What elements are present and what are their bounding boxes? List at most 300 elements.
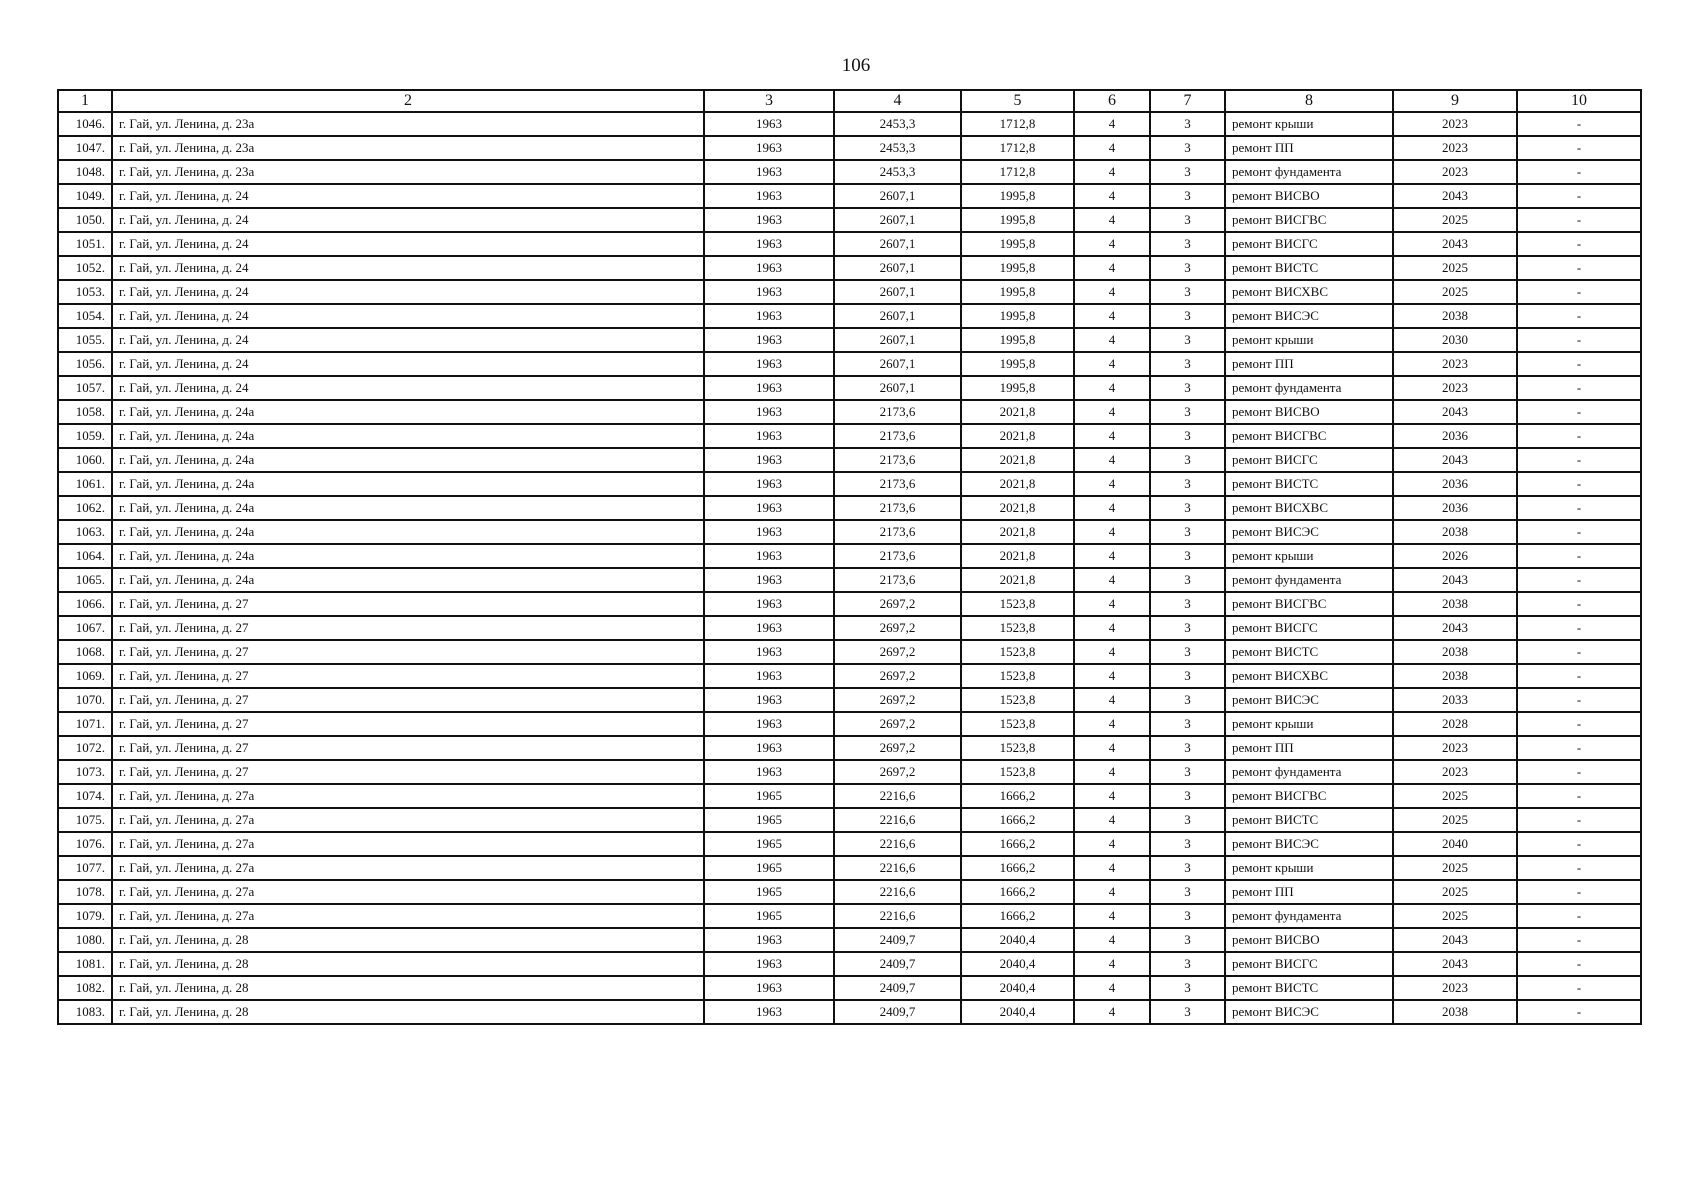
cell-number: 1082.: [58, 976, 112, 1000]
cell-plan-year: 2025: [1393, 808, 1517, 832]
cell-entrances: 3: [1150, 424, 1225, 448]
table-row: [58, 568, 1641, 592]
cell-address: г. Гай, ул. Ленина, д. 28: [112, 928, 704, 952]
cell-total-area: 2607,1: [834, 352, 961, 376]
cell-number: 1074.: [58, 784, 112, 808]
cell-work-type: ремонт ВИСВО: [1225, 400, 1393, 424]
cell-plan-year: 2025: [1393, 256, 1517, 280]
cell-plan-year: 2038: [1393, 520, 1517, 544]
cell-plan-year: 2025: [1393, 208, 1517, 232]
cell-year: 1963: [704, 184, 834, 208]
cell-floors: 4: [1074, 160, 1150, 184]
cell-note: -: [1517, 976, 1641, 1000]
cell-plan-year: 2023: [1393, 352, 1517, 376]
cell-number: 1054.: [58, 304, 112, 328]
table-row: [58, 976, 1641, 1000]
header-col-entrances: 7: [1150, 90, 1225, 112]
cell-entrances: 3: [1150, 232, 1225, 256]
cell-entrances: 3: [1150, 592, 1225, 616]
cell-entrances: 3: [1150, 1000, 1225, 1024]
cell-plan-year: 2043: [1393, 616, 1517, 640]
cell-work-type: ремонт ВИСТС: [1225, 472, 1393, 496]
cell-entrances: 3: [1150, 664, 1225, 688]
cell-note: -: [1517, 760, 1641, 784]
cell-year: 1963: [704, 496, 834, 520]
cell-floors: 4: [1074, 832, 1150, 856]
cell-note: -: [1517, 472, 1641, 496]
cell-address: г. Гай, ул. Ленина, д. 24: [112, 352, 704, 376]
cell-number: 1069.: [58, 664, 112, 688]
cell-work-type: ремонт ВИСТС: [1225, 256, 1393, 280]
table-row: [58, 928, 1641, 952]
cell-work-type: ремонт фундамента: [1225, 760, 1393, 784]
cell-year: 1963: [704, 760, 834, 784]
cell-number: 1063.: [58, 520, 112, 544]
cell-entrances: 3: [1150, 112, 1225, 136]
cell-year: 1963: [704, 232, 834, 256]
cell-work-type: ремонт ВИСЭС: [1225, 1000, 1393, 1024]
cell-plan-year: 2036: [1393, 424, 1517, 448]
cell-note: -: [1517, 688, 1641, 712]
cell-year: 1963: [704, 664, 834, 688]
cell-number: 1049.: [58, 184, 112, 208]
table-row: [58, 496, 1641, 520]
cell-address: г. Гай, ул. Ленина, д. 27а: [112, 832, 704, 856]
cell-floors: 4: [1074, 376, 1150, 400]
cell-plan-year: 2036: [1393, 472, 1517, 496]
cell-entrances: 3: [1150, 928, 1225, 952]
cell-living-area: 1995,8: [961, 232, 1074, 256]
cell-total-area: 2697,2: [834, 640, 961, 664]
cell-year: 1963: [704, 712, 834, 736]
cell-living-area: 1523,8: [961, 640, 1074, 664]
cell-floors: 4: [1074, 352, 1150, 376]
table-row: [58, 136, 1641, 160]
cell-number: 1075.: [58, 808, 112, 832]
cell-plan-year: 2025: [1393, 784, 1517, 808]
cell-living-area: 1523,8: [961, 736, 1074, 760]
cell-year: 1963: [704, 616, 834, 640]
cell-number: 1060.: [58, 448, 112, 472]
cell-address: г. Гай, ул. Ленина, д. 24: [112, 256, 704, 280]
header-col-work-type: 8: [1225, 90, 1393, 112]
cell-plan-year: 2030: [1393, 328, 1517, 352]
table-row: [58, 1000, 1641, 1024]
cell-work-type: ремонт ВИСГС: [1225, 952, 1393, 976]
cell-number: 1083.: [58, 1000, 112, 1024]
cell-year: 1963: [704, 1000, 834, 1024]
cell-living-area: 1666,2: [961, 856, 1074, 880]
cell-total-area: 2697,2: [834, 664, 961, 688]
cell-address: г. Гай, ул. Ленина, д. 27а: [112, 904, 704, 928]
cell-work-type: ремонт ПП: [1225, 352, 1393, 376]
cell-work-type: ремонт ВИСЭС: [1225, 832, 1393, 856]
cell-number: 1070.: [58, 688, 112, 712]
cell-note: -: [1517, 232, 1641, 256]
cell-entrances: 3: [1150, 568, 1225, 592]
cell-living-area: 1666,2: [961, 880, 1074, 904]
cell-note: -: [1517, 424, 1641, 448]
cell-total-area: 2173,6: [834, 472, 961, 496]
cell-number: 1046.: [58, 112, 112, 136]
table-row: [58, 712, 1641, 736]
cell-living-area: 1712,8: [961, 112, 1074, 136]
cell-living-area: 1995,8: [961, 256, 1074, 280]
cell-floors: 4: [1074, 712, 1150, 736]
cell-plan-year: 2028: [1393, 712, 1517, 736]
cell-living-area: 2040,4: [961, 1000, 1074, 1024]
cell-floors: 4: [1074, 136, 1150, 160]
cell-entrances: 3: [1150, 400, 1225, 424]
cell-year: 1963: [704, 256, 834, 280]
cell-floors: 4: [1074, 496, 1150, 520]
cell-note: -: [1517, 712, 1641, 736]
cell-plan-year: 2043: [1393, 400, 1517, 424]
cell-work-type: ремонт ВИСТС: [1225, 640, 1393, 664]
cell-plan-year: 2025: [1393, 880, 1517, 904]
cell-total-area: 2697,2: [834, 736, 961, 760]
cell-number: 1061.: [58, 472, 112, 496]
cell-plan-year: 2023: [1393, 736, 1517, 760]
cell-living-area: 2021,8: [961, 448, 1074, 472]
cell-floors: 4: [1074, 616, 1150, 640]
cell-living-area: 1995,8: [961, 328, 1074, 352]
cell-floors: 4: [1074, 736, 1150, 760]
cell-plan-year: 2038: [1393, 640, 1517, 664]
cell-note: -: [1517, 112, 1641, 136]
cell-entrances: 3: [1150, 712, 1225, 736]
cell-address: г. Гай, ул. Ленина, д. 23а: [112, 112, 704, 136]
cell-number: 1076.: [58, 832, 112, 856]
cell-work-type: ремонт ВИСГВС: [1225, 592, 1393, 616]
cell-plan-year: 2043: [1393, 952, 1517, 976]
cell-living-area: 2021,8: [961, 424, 1074, 448]
cell-entrances: 3: [1150, 544, 1225, 568]
cell-plan-year: 2033: [1393, 688, 1517, 712]
table-row: [58, 424, 1641, 448]
table-row: [58, 184, 1641, 208]
cell-work-type: ремонт ВИСЭС: [1225, 520, 1393, 544]
cell-living-area: 2040,4: [961, 928, 1074, 952]
cell-year: 1963: [704, 448, 834, 472]
cell-floors: 4: [1074, 952, 1150, 976]
cell-note: -: [1517, 640, 1641, 664]
cell-address: г. Гай, ул. Ленина, д. 27а: [112, 880, 704, 904]
cell-entrances: 3: [1150, 376, 1225, 400]
cell-work-type: ремонт ВИСЭС: [1225, 688, 1393, 712]
cell-entrances: 3: [1150, 160, 1225, 184]
cell-work-type: ремонт ВИСХВС: [1225, 664, 1393, 688]
cell-address: г. Гай, ул. Ленина, д. 24а: [112, 544, 704, 568]
header-col-living-area: 5: [961, 90, 1074, 112]
cell-year: 1963: [704, 592, 834, 616]
cell-number: 1081.: [58, 952, 112, 976]
cell-entrances: 3: [1150, 496, 1225, 520]
cell-number: 1052.: [58, 256, 112, 280]
cell-living-area: 2021,8: [961, 544, 1074, 568]
cell-living-area: 2021,8: [961, 400, 1074, 424]
cell-address: г. Гай, ул. Ленина, д. 28: [112, 1000, 704, 1024]
cell-work-type: ремонт ВИСГС: [1225, 232, 1393, 256]
cell-living-area: 1523,8: [961, 712, 1074, 736]
cell-work-type: ремонт ВИСГС: [1225, 448, 1393, 472]
cell-living-area: 1995,8: [961, 352, 1074, 376]
table-row: [58, 232, 1641, 256]
cell-total-area: 2173,6: [834, 448, 961, 472]
cell-year: 1963: [704, 976, 834, 1000]
cell-work-type: ремонт ПП: [1225, 736, 1393, 760]
cell-address: г. Гай, ул. Ленина, д. 24: [112, 304, 704, 328]
header-col-note: 10: [1517, 90, 1641, 112]
cell-entrances: 3: [1150, 808, 1225, 832]
cell-note: -: [1517, 136, 1641, 160]
cell-year: 1965: [704, 904, 834, 928]
cell-floors: 4: [1074, 880, 1150, 904]
cell-note: -: [1517, 328, 1641, 352]
cell-living-area: 1523,8: [961, 592, 1074, 616]
cell-entrances: 3: [1150, 304, 1225, 328]
cell-note: -: [1517, 544, 1641, 568]
cell-living-area: 2021,8: [961, 520, 1074, 544]
cell-total-area: 2607,1: [834, 280, 961, 304]
cell-entrances: 3: [1150, 328, 1225, 352]
cell-work-type: ремонт крыши: [1225, 712, 1393, 736]
cell-floors: 4: [1074, 304, 1150, 328]
header-col-address: 2: [112, 90, 704, 112]
cell-living-area: 1666,2: [961, 808, 1074, 832]
header-row: [58, 90, 1641, 112]
cell-work-type: ремонт ВИСТС: [1225, 808, 1393, 832]
cell-note: -: [1517, 280, 1641, 304]
cell-plan-year: 2043: [1393, 184, 1517, 208]
cell-work-type: ремонт ВИСХВС: [1225, 496, 1393, 520]
cell-year: 1963: [704, 160, 834, 184]
cell-address: г. Гай, ул. Ленина, д. 23а: [112, 136, 704, 160]
cell-year: 1963: [704, 400, 834, 424]
cell-address: г. Гай, ул. Ленина, д. 24: [112, 280, 704, 304]
cell-address: г. Гай, ул. Ленина, д. 24а: [112, 520, 704, 544]
cell-note: -: [1517, 880, 1641, 904]
header-col-total-area: 4: [834, 90, 961, 112]
cell-floors: 4: [1074, 568, 1150, 592]
cell-living-area: 1712,8: [961, 160, 1074, 184]
cell-floors: 4: [1074, 400, 1150, 424]
cell-note: -: [1517, 1000, 1641, 1024]
cell-note: -: [1517, 784, 1641, 808]
page-number: 106: [841, 55, 871, 76]
header-col-number: 1: [58, 90, 112, 112]
cell-number: 1058.: [58, 400, 112, 424]
cell-number: 1067.: [58, 616, 112, 640]
cell-floors: 4: [1074, 112, 1150, 136]
table-row: [58, 760, 1641, 784]
cell-living-area: 1523,8: [961, 760, 1074, 784]
table-row: [58, 160, 1641, 184]
table-row: [58, 808, 1641, 832]
cell-address: г. Гай, ул. Ленина, д. 24: [112, 184, 704, 208]
cell-total-area: 2409,7: [834, 952, 961, 976]
header-col-floors: 6: [1074, 90, 1150, 112]
table-row: [58, 880, 1641, 904]
cell-floors: 4: [1074, 760, 1150, 784]
cell-note: -: [1517, 952, 1641, 976]
cell-living-area: 1523,8: [961, 688, 1074, 712]
cell-living-area: 1666,2: [961, 904, 1074, 928]
cell-total-area: 2216,6: [834, 808, 961, 832]
cell-total-area: 2173,6: [834, 568, 961, 592]
cell-note: -: [1517, 856, 1641, 880]
cell-work-type: ремонт крыши: [1225, 856, 1393, 880]
cell-number: 1077.: [58, 856, 112, 880]
cell-total-area: 2697,2: [834, 760, 961, 784]
cell-total-area: 2697,2: [834, 592, 961, 616]
cell-entrances: 3: [1150, 184, 1225, 208]
cell-plan-year: 2023: [1393, 160, 1517, 184]
header-col-plan-year: 9: [1393, 90, 1517, 112]
cell-note: -: [1517, 208, 1641, 232]
cell-floors: 4: [1074, 280, 1150, 304]
cell-total-area: 2607,1: [834, 232, 961, 256]
cell-entrances: 3: [1150, 952, 1225, 976]
table-header: [58, 90, 1641, 112]
cell-floors: 4: [1074, 544, 1150, 568]
cell-work-type: ремонт ВИСХВС: [1225, 280, 1393, 304]
table-row: [58, 328, 1641, 352]
cell-total-area: 2697,2: [834, 688, 961, 712]
cell-number: 1057.: [58, 376, 112, 400]
cell-floors: 4: [1074, 448, 1150, 472]
cell-work-type: ремонт ВИСГВС: [1225, 208, 1393, 232]
cell-address: г. Гай, ул. Ленина, д. 27а: [112, 808, 704, 832]
cell-total-area: 2216,6: [834, 880, 961, 904]
cell-note: -: [1517, 520, 1641, 544]
cell-living-area: 1995,8: [961, 376, 1074, 400]
cell-year: 1963: [704, 376, 834, 400]
cell-entrances: 3: [1150, 472, 1225, 496]
cell-floors: 4: [1074, 472, 1150, 496]
cell-entrances: 3: [1150, 136, 1225, 160]
cell-plan-year: 2023: [1393, 976, 1517, 1000]
cell-year: 1963: [704, 520, 834, 544]
cell-year: 1963: [704, 304, 834, 328]
table-row: [58, 640, 1641, 664]
cell-work-type: ремонт ВИСВО: [1225, 184, 1393, 208]
cell-total-area: 2607,1: [834, 208, 961, 232]
cell-year: 1965: [704, 784, 834, 808]
cell-work-type: ремонт фундамента: [1225, 160, 1393, 184]
cell-note: -: [1517, 304, 1641, 328]
cell-floors: 4: [1074, 184, 1150, 208]
cell-address: г. Гай, ул. Ленина, д. 24а: [112, 448, 704, 472]
cell-address: г. Гай, ул. Ленина, д. 23а: [112, 160, 704, 184]
cell-plan-year: 2040: [1393, 832, 1517, 856]
cell-address: г. Гай, ул. Ленина, д. 27: [112, 616, 704, 640]
cell-year: 1963: [704, 112, 834, 136]
table-row: [58, 856, 1641, 880]
cell-entrances: 3: [1150, 976, 1225, 1000]
cell-number: 1048.: [58, 160, 112, 184]
cell-number: 1068.: [58, 640, 112, 664]
cell-floors: 4: [1074, 688, 1150, 712]
cell-floors: 4: [1074, 208, 1150, 232]
cell-total-area: 2697,2: [834, 712, 961, 736]
cell-number: 1064.: [58, 544, 112, 568]
cell-plan-year: 2025: [1393, 904, 1517, 928]
cell-plan-year: 2023: [1393, 136, 1517, 160]
cell-living-area: 2021,8: [961, 472, 1074, 496]
cell-total-area: 2453,3: [834, 112, 961, 136]
cell-number: 1078.: [58, 880, 112, 904]
cell-note: -: [1517, 160, 1641, 184]
cell-year: 1963: [704, 568, 834, 592]
cell-entrances: 3: [1150, 616, 1225, 640]
cell-year: 1965: [704, 832, 834, 856]
cell-plan-year: 2023: [1393, 112, 1517, 136]
cell-year: 1965: [704, 880, 834, 904]
cell-note: -: [1517, 448, 1641, 472]
cell-address: г. Гай, ул. Ленина, д. 27: [112, 688, 704, 712]
cell-address: г. Гай, ул. Ленина, д. 24: [112, 376, 704, 400]
cell-total-area: 2216,6: [834, 784, 961, 808]
cell-entrances: 3: [1150, 856, 1225, 880]
cell-note: -: [1517, 376, 1641, 400]
cell-note: -: [1517, 904, 1641, 928]
cell-total-area: 2173,6: [834, 424, 961, 448]
cell-entrances: 3: [1150, 736, 1225, 760]
cell-living-area: 1523,8: [961, 664, 1074, 688]
cell-address: г. Гай, ул. Ленина, д. 24а: [112, 400, 704, 424]
cell-entrances: 3: [1150, 352, 1225, 376]
cell-total-area: 2409,7: [834, 976, 961, 1000]
cell-year: 1963: [704, 928, 834, 952]
cell-year: 1963: [704, 472, 834, 496]
cell-address: г. Гай, ул. Ленина, д. 27а: [112, 784, 704, 808]
cell-work-type: ремонт крыши: [1225, 112, 1393, 136]
cell-address: г. Гай, ул. Ленина, д. 28: [112, 976, 704, 1000]
cell-floors: 4: [1074, 784, 1150, 808]
table-row: [58, 520, 1641, 544]
cell-total-area: 2607,1: [834, 376, 961, 400]
cell-year: 1963: [704, 544, 834, 568]
cell-address: г. Гай, ул. Ленина, д. 24: [112, 328, 704, 352]
cell-address: г. Гай, ул. Ленина, д. 27: [112, 712, 704, 736]
cell-note: -: [1517, 256, 1641, 280]
cell-work-type: ремонт ПП: [1225, 880, 1393, 904]
table-row: [58, 784, 1641, 808]
cell-floors: 4: [1074, 976, 1150, 1000]
cell-work-type: ремонт крыши: [1225, 328, 1393, 352]
cell-year: 1963: [704, 352, 834, 376]
cell-note: -: [1517, 400, 1641, 424]
table-row: [58, 472, 1641, 496]
cell-year: 1963: [704, 736, 834, 760]
cell-note: -: [1517, 808, 1641, 832]
cell-total-area: 2409,7: [834, 1000, 961, 1024]
cell-total-area: 2697,2: [834, 616, 961, 640]
cell-note: -: [1517, 616, 1641, 640]
cell-number: 1056.: [58, 352, 112, 376]
cell-total-area: 2173,6: [834, 544, 961, 568]
cell-total-area: 2216,6: [834, 832, 961, 856]
table-row: [58, 280, 1641, 304]
table-row: [58, 904, 1641, 928]
cell-note: -: [1517, 568, 1641, 592]
cell-address: г. Гай, ул. Ленина, д. 24а: [112, 496, 704, 520]
cell-floors: 4: [1074, 520, 1150, 544]
cell-plan-year: 2026: [1393, 544, 1517, 568]
cell-note: -: [1517, 736, 1641, 760]
cell-year: 1963: [704, 328, 834, 352]
